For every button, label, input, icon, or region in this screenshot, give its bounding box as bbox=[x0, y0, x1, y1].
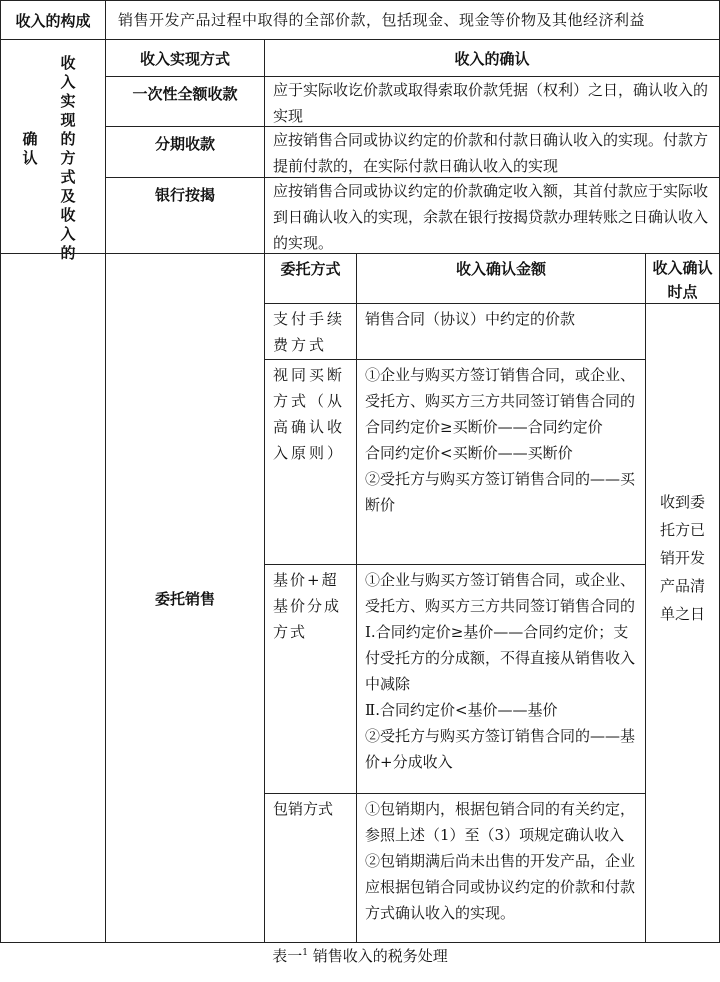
realization-label-main bbox=[59, 54, 77, 263]
cell-realization-label bbox=[0, 39, 106, 262]
vertical-char: 确 bbox=[22, 130, 38, 148]
vertical-char: 入 bbox=[60, 73, 76, 91]
recognition-installment bbox=[264, 126, 720, 178]
amount-line: Ⅱ.合同约定价<基价——基价 bbox=[365, 701, 558, 719]
method-text: 分期收款 bbox=[154, 135, 215, 153]
content-text: 销售开发产品过程中取得的全部价款，包括现金、现金等价物及其他经济利益 bbox=[118, 11, 646, 29]
amount-line: 销售合同（协议）中约定的价款 bbox=[365, 310, 576, 328]
recognition-text: 应按销售合同或协议约定的价款和付款日确认收入的实现。付款方提前付款的，在实际付款日确认收入的实现 bbox=[273, 131, 709, 175]
vertical-char: 的 bbox=[60, 130, 76, 148]
header-time-text: 收入确认时点 bbox=[652, 259, 713, 301]
vertical-char: 收 bbox=[60, 54, 76, 72]
amount-underwriting bbox=[356, 793, 646, 943]
mode-text: 包销方式 bbox=[273, 800, 334, 818]
vertical-char: 式 bbox=[60, 168, 76, 186]
caption-superscript: 1 bbox=[302, 948, 308, 958]
recognition-mortgage bbox=[264, 177, 720, 254]
vertical-char: 现 bbox=[60, 111, 76, 129]
time-cell bbox=[645, 303, 720, 943]
cell-revenue-composition-content bbox=[105, 0, 720, 40]
label-text: 收入的构成 bbox=[15, 11, 91, 30]
amount-buyout bbox=[356, 359, 646, 565]
realization-label-tail bbox=[21, 130, 39, 168]
cell-revenue-composition-label bbox=[0, 0, 106, 40]
amount-line: ①企业与购买方签订销售合同，或企业、受托方、购买方三方共同签订销售合同的 bbox=[365, 571, 636, 615]
header-amount bbox=[356, 253, 646, 304]
method-text: 一次性全额收款 bbox=[132, 85, 238, 103]
caption-label: 表一 bbox=[272, 947, 303, 965]
vertical-char: 的 bbox=[60, 244, 76, 262]
mode-text: 视同买断方式（从高确认收入原则） bbox=[273, 366, 346, 462]
amount-line: ①包销期内，根据包销合同的有关约定，参照上述（1）至（3）项规定确认收入 bbox=[365, 800, 636, 844]
mode-fee bbox=[264, 303, 357, 360]
vertical-char: 认 bbox=[22, 149, 38, 167]
recognition-lump-sum bbox=[264, 76, 720, 127]
mode-text: 支付手续费方式 bbox=[273, 310, 346, 354]
method-text: 银行按揭 bbox=[154, 186, 215, 204]
cell-consignment-label bbox=[105, 253, 265, 943]
amount-fee bbox=[356, 303, 646, 360]
cell-section3-blank bbox=[0, 253, 106, 943]
recognition-text: 应于实际收讫价款或取得索取价款凭据（权利）之日，确认收入的实现 bbox=[273, 81, 709, 125]
header-method bbox=[105, 39, 265, 77]
method-mortgage bbox=[105, 177, 265, 254]
header-method-text: 收入实现方式 bbox=[139, 49, 230, 68]
mode-buyout bbox=[264, 359, 357, 565]
method-installment bbox=[105, 126, 265, 178]
caption-title: 销售收入的税务处理 bbox=[312, 947, 448, 965]
vertical-char: 及 bbox=[60, 187, 76, 205]
amount-line: 合同约定价<买断价——买断价 bbox=[365, 444, 573, 462]
consignment-label-text: 委托销售 bbox=[154, 589, 215, 608]
header-amount-text: 收入确认金额 bbox=[455, 260, 546, 278]
mode-base-price bbox=[264, 564, 357, 794]
amount-line: Ⅰ.合同约定价≥基价——合同约定价；支付受托方的分成额，不得直接从销售收入中减除 bbox=[365, 623, 636, 693]
vertical-char: 方 bbox=[60, 149, 76, 167]
amount-line: 合同约定价≥买断价——合同约定价 bbox=[365, 418, 603, 436]
amount-line: ②受托方与购买方签订销售合同的——买断价 bbox=[365, 470, 636, 514]
header-time bbox=[645, 253, 720, 304]
amount-base-price bbox=[356, 564, 646, 794]
header-recognition bbox=[264, 39, 720, 77]
vertical-char: 实 bbox=[60, 92, 76, 110]
vertical-char: 入 bbox=[60, 225, 76, 243]
amount-line: ②受托方与购买方签订销售合同的——基价+分成收入 bbox=[365, 727, 636, 771]
mode-underwriting bbox=[264, 793, 357, 943]
header-mode bbox=[264, 253, 357, 304]
header-mode-text: 委托方式 bbox=[280, 260, 341, 278]
mode-text: 基价+超基价分成方式 bbox=[273, 571, 342, 641]
amount-line: ①企业与购买方签订销售合同，或企业、受托方、购买方三方共同签订销售合同的 bbox=[365, 366, 636, 410]
amount-line: ②包销期满后尚未出售的开发产品，企业应根据包销合同或协议约定的价款和付款方式确认收入的实现。 bbox=[365, 852, 636, 922]
recognition-text: 应按销售合同或协议约定的价款确定收入额，其首付款应于实际收到日确认收入的实现，余款在银行按揭贷款办理转账之日确认收入的实现。 bbox=[273, 182, 709, 252]
time-text: 收到委托方已销开发产品清单之日 bbox=[659, 493, 705, 623]
vertical-char: 收 bbox=[60, 206, 76, 224]
method-lump-sum bbox=[105, 76, 265, 127]
table-caption bbox=[0, 945, 720, 966]
header-recognition-text: 收入的确认 bbox=[454, 49, 530, 68]
